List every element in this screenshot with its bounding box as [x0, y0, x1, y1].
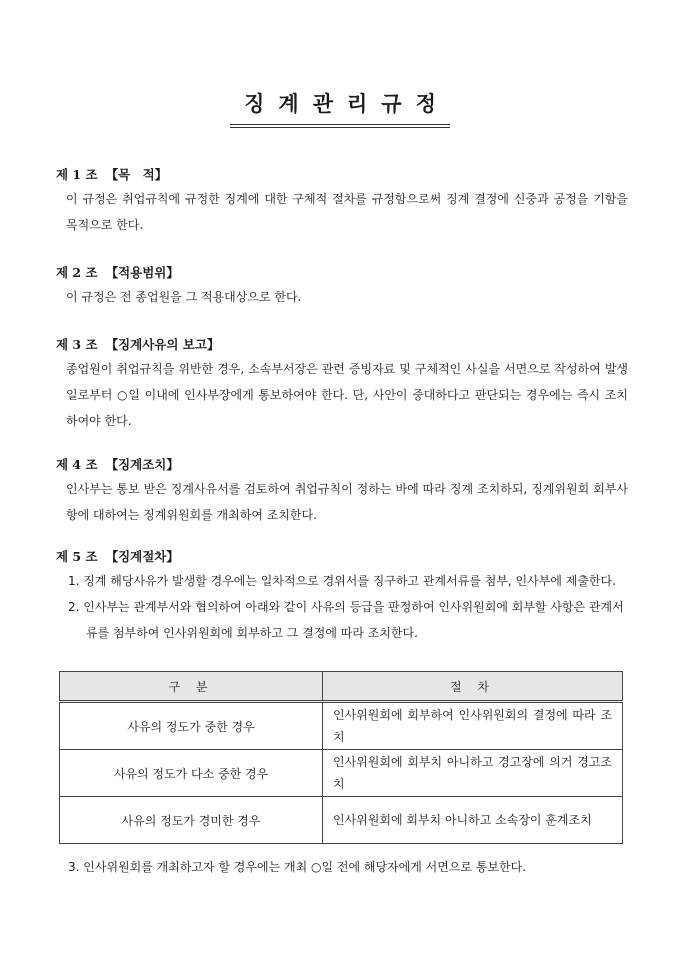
article-4-heading [56, 454, 628, 476]
article-4 [56, 454, 628, 528]
article-5-number: 제 5 조 [56, 549, 98, 564]
article-3 [56, 334, 628, 434]
article-5 [56, 546, 628, 646]
table-cell-procedure: 인사위원회에 회부치 아니하고 경고장에 의거 경고조치 [323, 750, 623, 797]
table-row [60, 702, 623, 750]
article-5-heading [56, 546, 628, 568]
document-title: 징계관리규정 [230, 88, 450, 128]
article-1-number: 제 1 조 [56, 167, 98, 182]
table-cell-category: 사유의 정도가 경미한 경우 [60, 797, 323, 844]
table-header-category: 구 분 [60, 672, 323, 702]
table-row [60, 750, 623, 797]
article-2-number: 제 2 조 [56, 265, 98, 280]
table-row [60, 797, 623, 844]
table-cell-category: 사유의 정도가 중한 경우 [60, 702, 323, 750]
table-cell-category: 사유의 정도가 다소 중한 경우 [60, 750, 323, 797]
article-5-item-2: 2. 인사부는 관계부서와 협의하여 아래와 같이 사유의 등급을 판정하여 인사위원회에 회부할 사항은 관계서류를 첨부하여 인사위원회에 회부하고 그 결정에 따라 조치한다. [68, 600, 624, 640]
procedure-table [59, 671, 623, 844]
article-2 [56, 262, 628, 310]
article-4-body: 인사부는 통보 받은 징계사유서를 검토하여 취업규칙이 정하는 바에 따라 징계 조치하되, 징계위원회 회부사항에 대하여는 징계위원회를 개최하여 조치한다. [66, 482, 628, 522]
article-1-heading [56, 164, 628, 186]
title-block [0, 88, 680, 128]
table-cell-procedure: 인사위원회에 회부하여 인사위원회의 결정에 따라 조치 [323, 702, 623, 750]
article-5-item-3: 3. 인사위원회를 개최하고자 할 경우에는 개최 ○일 전에 해당자에게 서면으로 통보한다. [68, 860, 527, 874]
article-5-title: 【징계절차】 [105, 549, 179, 564]
article-3-title: 【징계사유의 보고】 [105, 337, 220, 352]
article-4-number: 제 4 조 [56, 457, 98, 472]
article-3-heading [56, 334, 628, 356]
table-header-row [60, 672, 623, 702]
article-5-after [56, 854, 628, 880]
article-3-number: 제 3 조 [56, 337, 98, 352]
table-cell-procedure: 인사위원회에 회부치 아니하고 소속장이 훈계조치 [323, 797, 623, 844]
table-header-procedure: 절 차 [323, 672, 623, 702]
article-2-heading [56, 262, 628, 284]
article-1 [56, 164, 628, 238]
article-4-title: 【징계조치】 [105, 457, 179, 472]
article-1-body: 이 규정은 취업규칙에 규정한 징계에 대한 구체적 절차를 규정함으로써 징계 결정에 신중과 공정을 기함을 목적으로 한다. [66, 192, 628, 232]
article-2-title: 【적용범위】 [105, 265, 179, 280]
article-3-body: 종업원이 취업규칙을 위반한 경우, 소속부서장은 관련 증빙자료 및 구체적인 사실을 서면으로 작성하여 발생일로부터 ○일 이내에 인사부장에게 통보하여야 한다. 단, 사안이 중대하다고 판단되는 경우에는 즉시 조치하여야 한다. [66, 362, 628, 428]
article-2-body: 이 규정은 전 종업원을 그 적용대상으로 한다. [66, 290, 302, 304]
article-5-item-1: 1. 징계 해당사유가 발생할 경우에는 일차적으로 경위서를 징구하고 관계서류를 첨부, 인사부에 제출한다. [68, 574, 616, 588]
article-1-title: 【목 적】 [105, 167, 168, 182]
